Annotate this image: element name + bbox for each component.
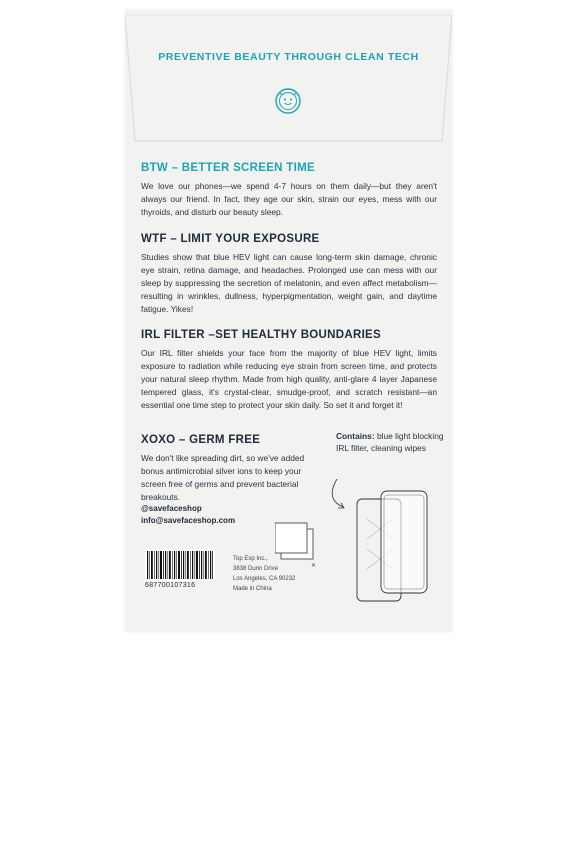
section-heading: IRL FILTER –SET HEALTHY BOUNDARIES	[141, 329, 382, 341]
barcode-icon	[145, 549, 215, 581]
social-handle: @savefaceshop	[141, 504, 202, 513]
contains-label: Contains:	[336, 431, 375, 441]
product-package-back	[125, 9, 452, 631]
section-text: Studies show that blue HEV light can cause long-term skin damage, chronic eye strain, retina damage, and headaches. Prolonged use can mess with our sleep by suppressing the secretion of melatonin, and even affect metabolism—resulting in wrinkles, dullness, hyperpigmentation, weight gain, and daytime fatigue. Yikes!	[141, 252, 437, 314]
address-line: Los Angeles, CA 90232	[233, 576, 296, 582]
contact-email: info@savefaceshop.com	[141, 516, 236, 525]
cleaning-wipes-icon	[275, 523, 316, 569]
barcode	[145, 549, 215, 589]
section-text: We love our phones—we spend 4-7 hours on them daily—but they aren't always our friend. In fact, they age our skin, strain our eyes, mess with our thyroids, and disturb our beauty sleep.	[141, 181, 437, 217]
tagline: PREVENTIVE BEAUTY THROUGH CLEAN TECH	[158, 51, 419, 63]
package-contents	[336, 430, 446, 454]
section-heading: WTF – LIMIT YOUR EXPOSURE	[141, 233, 320, 245]
svg-text:×: ×	[311, 562, 317, 569]
contact-info	[141, 503, 235, 527]
section-text: We don't like spreading dirt, so we've added bonus antimicrobial silver ions to keep your screen free of germs and prevent bacterial breakouts.	[141, 453, 305, 502]
address-line: Top Exp Inc.,	[233, 556, 268, 562]
barcode-number: 687700107316	[145, 582, 196, 589]
section-btw	[141, 162, 437, 219]
product-illustration	[275, 479, 445, 609]
section-irl-filter	[141, 329, 437, 412]
section-heading: XOXO – GERM FREE	[141, 434, 261, 446]
envelope-flap	[125, 9, 452, 159]
section-heading: BTW – BETTER SCREEN TIME	[141, 162, 315, 174]
arrow-curve	[332, 479, 343, 507]
section-text: Our IRL filter shields your face from the majority of blue HEV light, limits exposure to radiation while reducing eye strain from screen time, and protects your natural sleep rhythm. Made from high quality, anti-glare 4 layer Japanese tempered glass, it's crystal-clear, smudge-proof, and scratch resistant—an essential one time step to protect your skin daily. So set it and forget it!	[141, 348, 437, 410]
contains-text: blue light blocking IRL filter, cleaning wipes	[336, 431, 444, 453]
address-line: 3838 Dunn Drive	[233, 566, 279, 572]
address-line: Made in China	[233, 586, 272, 592]
smiley-shield-icon	[274, 87, 302, 115]
section-wtf	[141, 233, 437, 316]
screen-filter-icon	[381, 491, 427, 593]
arrow-head	[338, 503, 344, 508]
